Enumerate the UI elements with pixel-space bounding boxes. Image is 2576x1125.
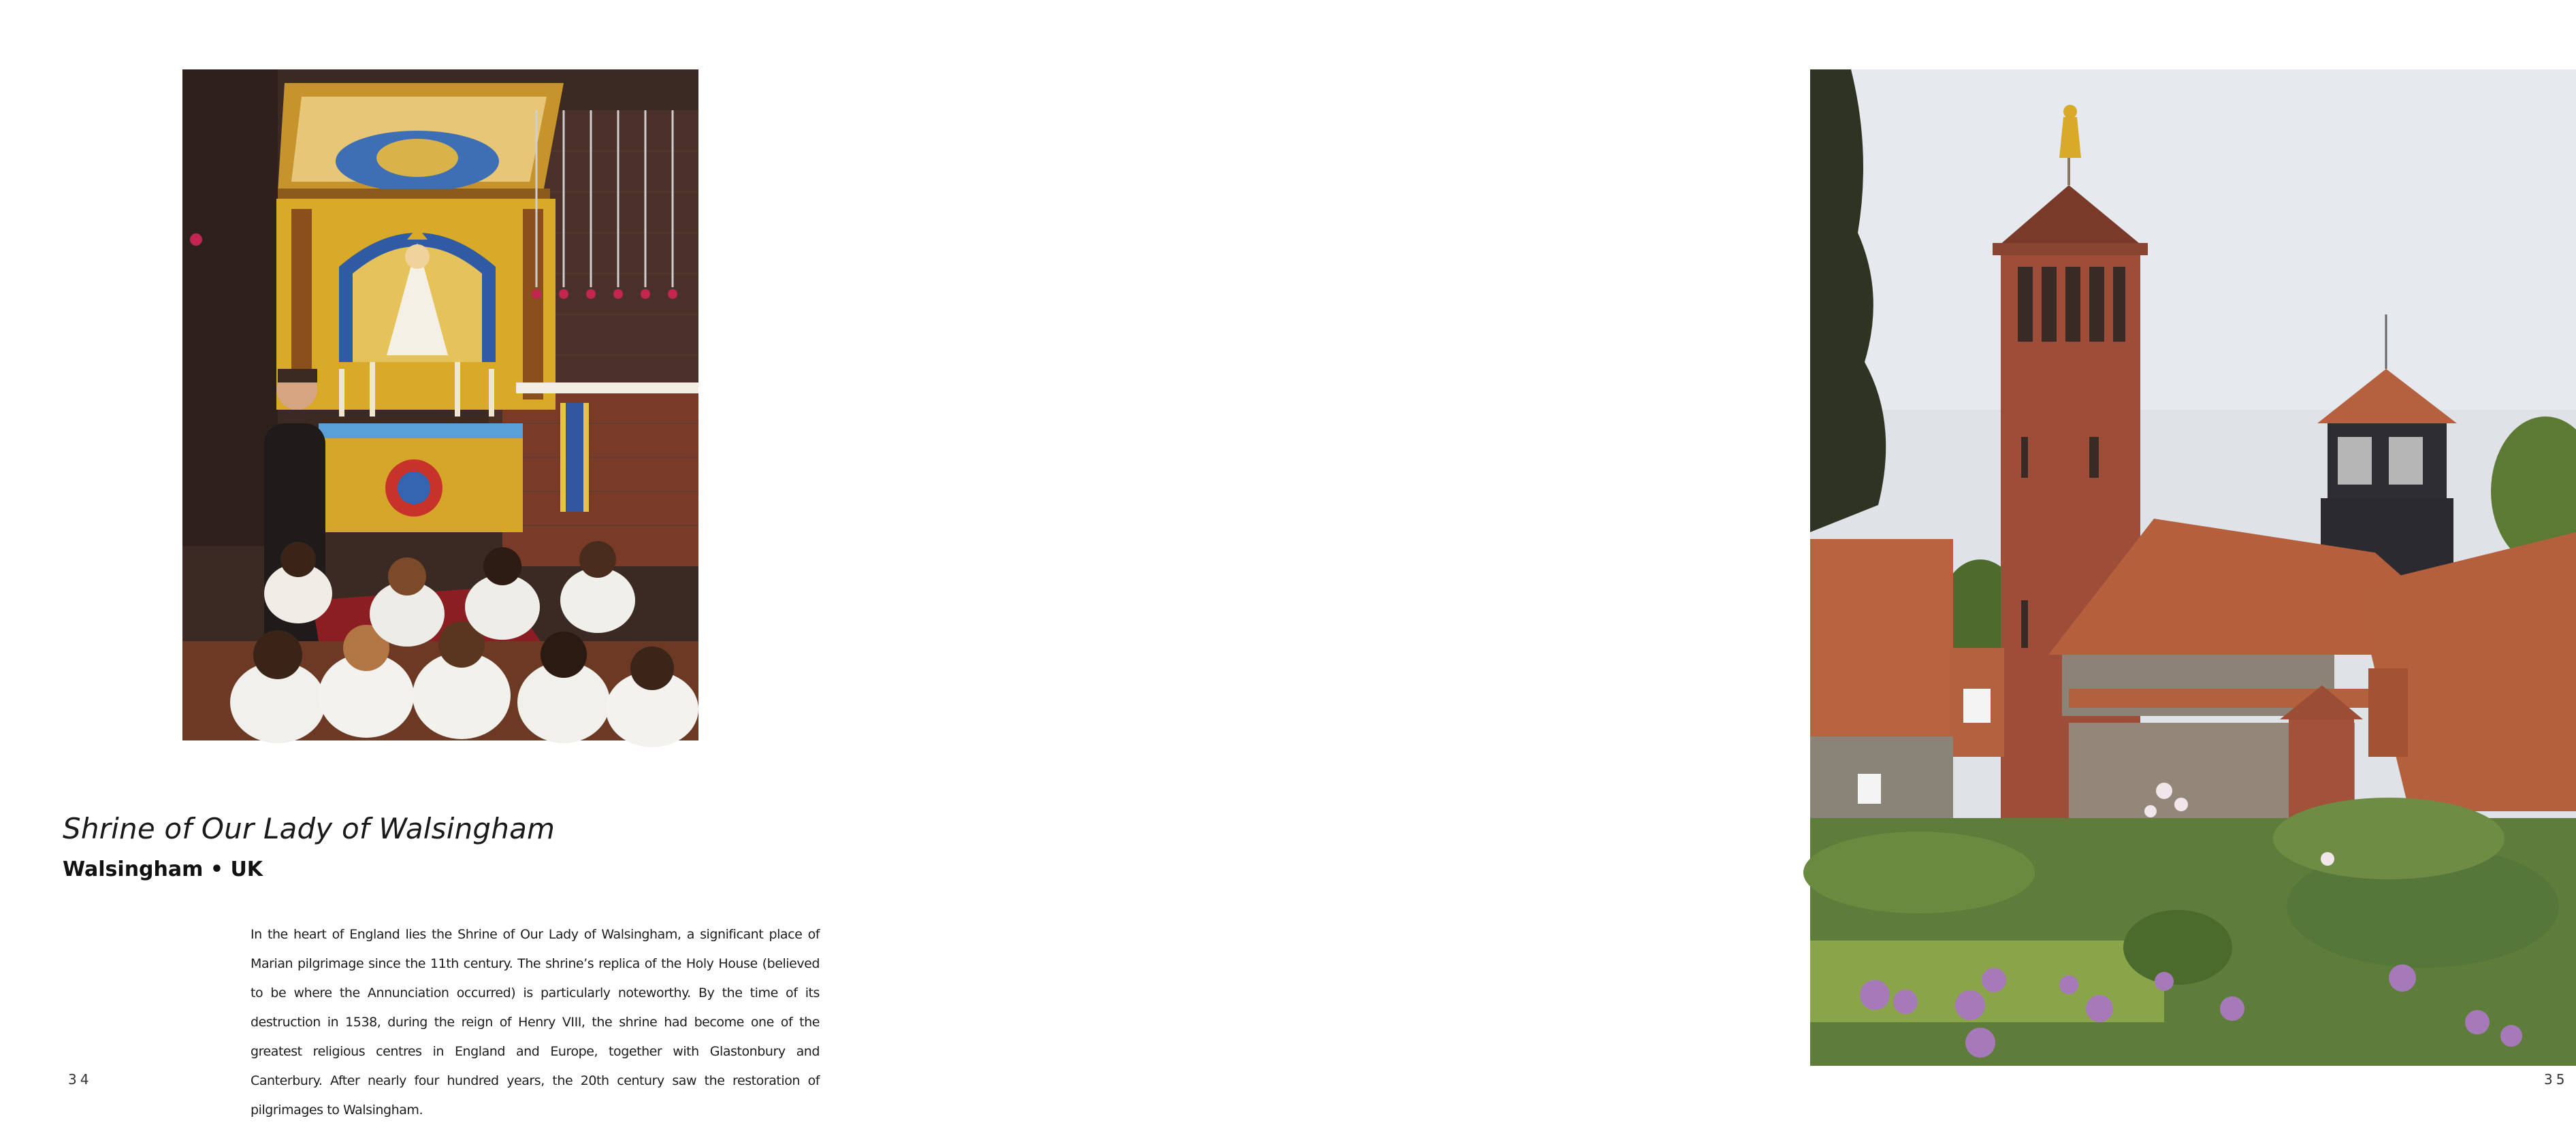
page-title: Shrine of Our Lady of Walsingham <box>63 812 556 845</box>
page-number-left: 34 <box>68 1071 93 1088</box>
shrine-interior-illustration <box>182 69 698 740</box>
shrine-exterior-photo <box>1810 69 2576 1066</box>
shrine-exterior-illustration <box>1810 69 2576 1066</box>
left-page <box>0 0 871 1123</box>
shrine-interior-photo <box>182 69 698 740</box>
page-number-right: 35 <box>2544 1071 2569 1088</box>
right-page <box>871 0 2569 1123</box>
body-paragraph: In the heart of England lies the Shrine of Our Lady of Walsingham, a significant place of Marian pilgrimage since the 11th century. The shrine’s replica of the Holy House (believed to be where the Annunciation occurred) is particularly noteworthy. By the time of its destruction in 1538, during the reign of Henry VIII, the shrine had become one of the greatest religious centres in England and Europe, together with Glastonbury and Canterbury. After nearly four hundred years, the 20th century saw the restoration of pilgrimages to Walsingham. <box>251 927 820 1118</box>
location-subtitle: Walsingham • UK <box>63 858 263 881</box>
